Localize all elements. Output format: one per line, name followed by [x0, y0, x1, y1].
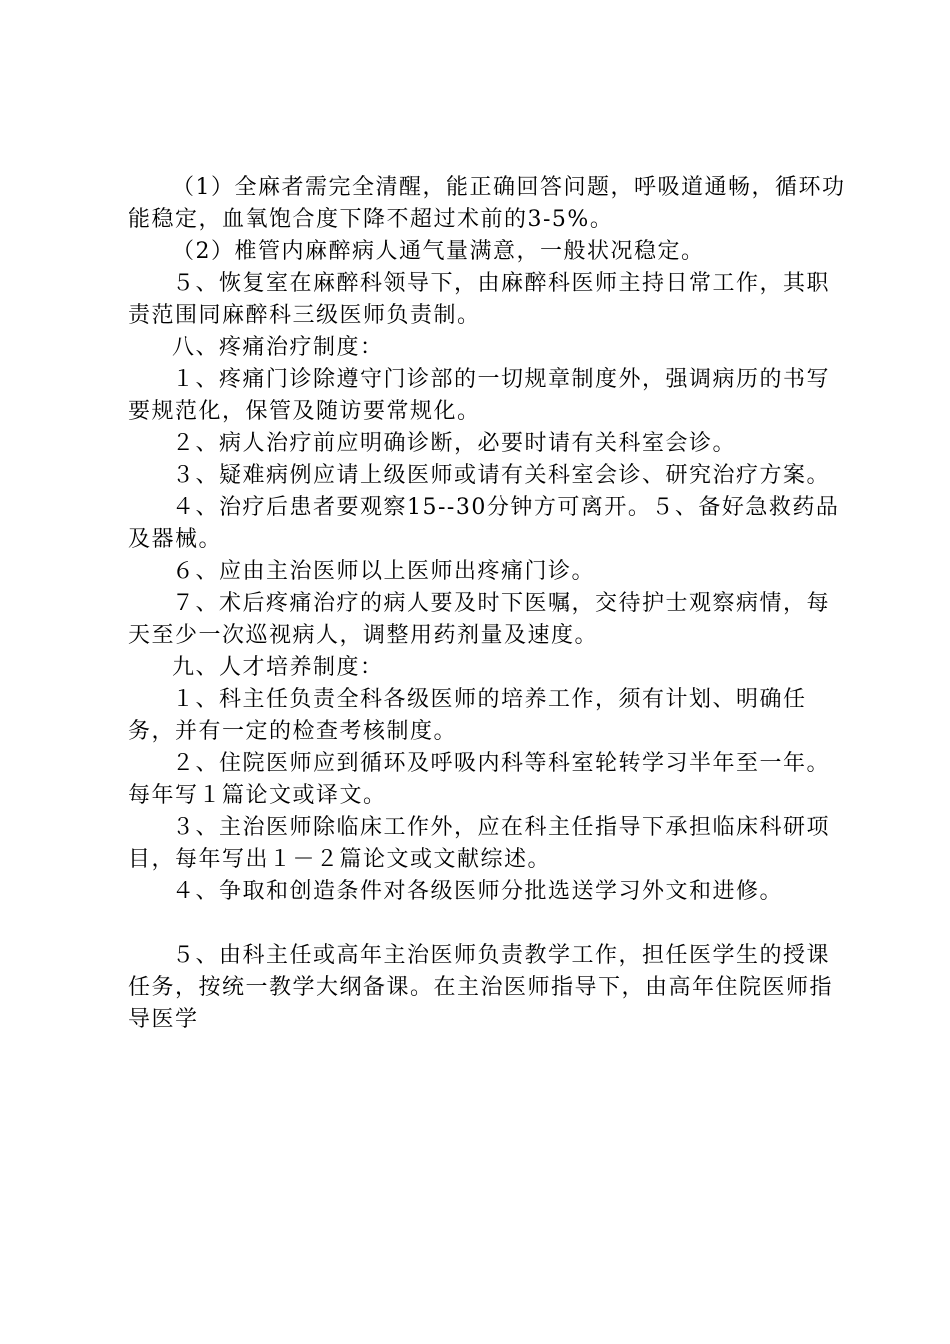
paragraph-training-item-5: ５、由科主任或高年主治医师负责教学工作，担任医学生的授课任务，按统一教学大纲备课。在主治医师指导下，由高年住院医师指导医学 [128, 943, 834, 1032]
paragraph-pain-item-7: ７、术后疼痛治疗的病人要及时下医嘱，交待护士观察病情，每天至少一次巡视病人，调整用药剂量及速度。 [128, 591, 831, 648]
section-heading-pain-treatment: 八、疼痛治疗制度： [172, 335, 384, 360]
paragraph-pain-item-6: ６、应由主治医师以上医师出疼痛门诊。 [172, 559, 596, 584]
paragraph-training-item-2: ２、住院医师应到循环及呼吸内科等科室轮转学习半年至一年。每年写１篇论文或译文。 [128, 751, 831, 808]
paragraph-training-item-3: ３、主治医师除临床工作外，应在科主任指导下承担临床科研项目，每年写出１－２篇论文或文献综述。 [128, 815, 831, 872]
paragraph-pain-item-2: ２、病人治疗前应明确诊断，必要时请有关科室会诊。 [172, 431, 737, 456]
paragraph-pain-item-3: ３、疑难病例应请上级医师或请有关科室会诊、研究治疗方案。 [172, 463, 831, 488]
blank-line [128, 908, 848, 940]
paragraph-spinal-anesthesia-criteria: （2）椎管内麻醉病人通气量满意，一般状况稳定。 [172, 239, 705, 264]
paragraph-pain-item-4-5: ４、治疗后患者要观察15--30分钟方可离开。５、备好急救药品及器械。 [128, 495, 840, 552]
paragraph-pain-item-1: １、疼痛门诊除遵守门诊部的一切规章制度外，强调病历的书写要规范化，保管及随访要常规化。 [128, 367, 831, 424]
document-body [128, 172, 848, 1036]
paragraph-recovery-room: ５、恢复室在麻醉科领导下，由麻醉科医师主持日常工作，其职责范围同麻醉科三级医师负责制。 [128, 271, 831, 328]
paragraph-training-item-1: １、科主任负责全科各级医师的培养工作，须有计划、明确任务，并有一定的检查考核制度。 [128, 687, 807, 744]
paragraph-training-item-4: ４、争取和创造条件对各级医师分批选送学习外文和进修。 [172, 879, 784, 904]
paragraph-general-anesthesia-criteria: （1）全麻者需完全清醒，能正确回答问题，呼吸道通畅，循环功能稳定，血氧饱合度下降不超过术前的3-5%。 [128, 175, 846, 232]
section-heading-talent-training: 九、人才培养制度： [172, 655, 384, 680]
